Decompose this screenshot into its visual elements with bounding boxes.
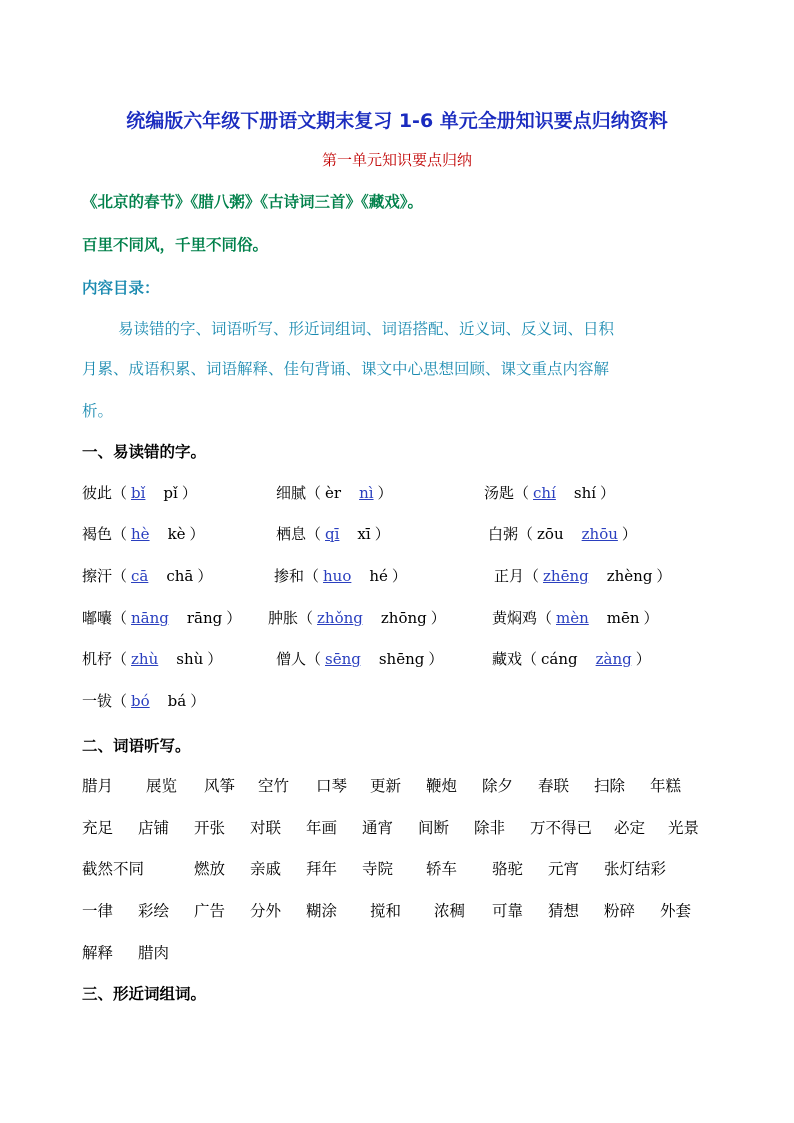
reading-item xyxy=(276,648,443,669)
reading-word: 细腻（ xyxy=(276,484,322,502)
reading-close-paren: ） xyxy=(621,525,637,543)
reading-row xyxy=(0,482,794,506)
reading-close-paren: ） xyxy=(190,692,206,710)
reading-item xyxy=(82,607,241,628)
reading-word: 栖息（ xyxy=(276,525,322,543)
reading-word: 嘟囔（ xyxy=(82,609,128,627)
reading-row xyxy=(0,690,794,714)
pinyin-option: shēng xyxy=(378,650,425,668)
reading-item xyxy=(488,523,637,544)
pinyin-option: shù xyxy=(176,650,204,668)
reading-word: 机杼（ xyxy=(82,650,128,668)
pinyin-option: zōu xyxy=(537,525,564,543)
reading-word: 掺和（ xyxy=(274,567,320,585)
dictation-word: 寺院 xyxy=(362,860,394,878)
reading-close-paren: ） xyxy=(430,609,446,627)
dictation-word: 可靠 xyxy=(492,902,524,920)
pinyin-option: huo xyxy=(323,567,352,585)
pinyin-option: kè xyxy=(167,525,186,543)
reading-close-paren: ） xyxy=(428,650,444,668)
section-heading-similar-words: 三、形近词组词。 xyxy=(82,985,207,1003)
dictation-word: 搅和 xyxy=(370,902,402,920)
dictation-word: 更新 xyxy=(370,777,402,795)
dictation-word: 粉碎 xyxy=(604,902,636,920)
dictation-word: 腊肉 xyxy=(138,944,170,962)
dictation-word: 轿车 xyxy=(426,860,458,878)
reading-word: 汤匙（ xyxy=(484,484,530,502)
section-heading-readings: 一、易读错的字。 xyxy=(82,443,207,461)
pinyin-option: bá xyxy=(167,692,187,710)
reading-close-paren: ） xyxy=(656,567,672,585)
dictation-word: 猜想 xyxy=(548,902,580,920)
pinyin-option: cáng xyxy=(541,650,578,668)
pinyin-option: pǐ xyxy=(163,484,178,502)
dictation-word: 开张 xyxy=(194,819,226,837)
reading-close-paren: ） xyxy=(391,567,407,585)
reading-close-paren: ） xyxy=(374,525,390,543)
pinyin-option: bó xyxy=(131,692,150,710)
dictation-word: 解释 xyxy=(82,944,114,962)
dictation-word: 浓稠 xyxy=(434,902,466,920)
pinyin-option: mèn xyxy=(556,609,589,627)
dictation-word: 拜年 xyxy=(306,860,338,878)
unit-subtitle: 第一单元知识要点归纳 xyxy=(321,151,472,169)
reading-item xyxy=(82,690,205,711)
reading-word: 褐色（ xyxy=(82,525,128,543)
dictation-word: 空竹 xyxy=(258,777,290,795)
reading-close-paren: ） xyxy=(197,567,213,585)
pinyin-option: shí xyxy=(573,484,597,502)
dictation-row xyxy=(0,941,794,965)
reading-close-paren: ） xyxy=(207,650,223,668)
pinyin-option: zhēng xyxy=(543,567,589,585)
reading-item xyxy=(492,607,659,628)
dictation-row xyxy=(0,774,794,798)
pinyin-option: zhù xyxy=(131,650,159,668)
dictation-word: 亲戚 xyxy=(250,860,282,878)
reading-word: 擦汗（ xyxy=(82,567,128,585)
reading-item xyxy=(492,648,651,669)
dictation-word: 年画 xyxy=(306,819,338,837)
reading-word: 正月（ xyxy=(494,567,540,585)
reading-word: 僧人（ xyxy=(276,650,322,668)
dictation-word: 外套 xyxy=(660,902,692,920)
reading-close-paren: ） xyxy=(226,609,242,627)
reading-row xyxy=(0,648,794,672)
dictation-word: 展览 xyxy=(146,777,178,795)
pinyin-option: zhōu xyxy=(581,525,618,543)
dictation-word: 光景 xyxy=(668,819,700,837)
dictation-word: 骆驼 xyxy=(492,860,524,878)
contents-line: 月累、成语积累、词语解释、佳句背诵、课文中心思想回顾、课文重点内容解 xyxy=(82,360,610,378)
dictation-row xyxy=(0,899,794,923)
dictation-row xyxy=(0,857,794,881)
pinyin-option: nāng xyxy=(131,609,169,627)
reading-word: 彼此（ xyxy=(82,484,128,502)
dictation-word: 风筝 xyxy=(204,777,236,795)
pinyin-option: bǐ xyxy=(131,484,146,502)
reading-item xyxy=(484,482,615,503)
contents-line: 析。 xyxy=(82,402,114,420)
dictation-word: 扫除 xyxy=(594,777,626,795)
reading-item xyxy=(82,648,222,669)
reading-item xyxy=(268,607,446,628)
dictation-word: 必定 xyxy=(614,819,646,837)
reading-item xyxy=(276,482,393,503)
dictation-word: 张灯结彩 xyxy=(604,860,667,878)
pinyin-option: zhǒng xyxy=(317,609,363,627)
reading-item xyxy=(82,565,212,586)
dictation-word: 腊月 xyxy=(82,777,114,795)
pinyin-option: zhèng xyxy=(606,567,653,585)
reading-close-paren: ） xyxy=(189,525,205,543)
dictation-word: 广告 xyxy=(194,902,226,920)
pinyin-option: chí xyxy=(533,484,556,502)
dictation-word: 鞭炮 xyxy=(426,777,458,795)
reading-row xyxy=(0,523,794,547)
pinyin-option: rāng xyxy=(186,609,223,627)
pinyin-option: hè xyxy=(131,525,150,543)
contents-line: 易读错的字、词语听写、形近词组词、词语搭配、近义词、反义词、日积 xyxy=(118,320,615,338)
reading-word: 一钹（ xyxy=(82,692,128,710)
dictation-row xyxy=(0,816,794,840)
contents-heading: 内容目录： xyxy=(82,279,160,297)
section-heading-dictation: 二、词语听写。 xyxy=(82,737,191,755)
dictation-word: 元宵 xyxy=(548,860,580,878)
reading-item xyxy=(82,523,205,544)
reading-word: 黄焖鸡（ xyxy=(492,609,553,627)
pinyin-option: mēn xyxy=(606,609,640,627)
dictation-word: 间断 xyxy=(418,819,450,837)
reading-close-paren: ） xyxy=(181,484,197,502)
reading-item xyxy=(276,523,390,544)
pinyin-option: zàng xyxy=(595,650,632,668)
dictation-word: 充足 xyxy=(82,819,114,837)
pinyin-option: hé xyxy=(369,567,388,585)
pinyin-option: zhōng xyxy=(380,609,427,627)
dictation-word: 截然不同 xyxy=(82,860,145,878)
pinyin-option: sēng xyxy=(325,650,361,668)
reading-close-paren: ） xyxy=(643,609,659,627)
document-title: 统编版六年级下册语文期末复习 1-6 单元全册知识要点归纳资料 xyxy=(126,110,668,132)
dictation-word: 店铺 xyxy=(138,819,170,837)
dictation-word: 燃放 xyxy=(194,860,226,878)
reading-close-paren: ） xyxy=(377,484,393,502)
reading-word: 肿胀（ xyxy=(268,609,314,627)
dictation-word: 一律 xyxy=(82,902,114,920)
proverb-line: 百里不同风，千里不同俗。 xyxy=(82,236,269,254)
pinyin-option: nì xyxy=(359,484,374,502)
reading-item xyxy=(82,482,197,503)
pinyin-option: cā xyxy=(131,567,149,585)
reading-close-paren: ） xyxy=(600,484,616,502)
pinyin-option: chā xyxy=(166,567,194,585)
dictation-word: 除夕 xyxy=(482,777,514,795)
lessons-line: 《北京的春节》《腊八粥》《古诗词三首》《藏戏》。 xyxy=(82,193,424,211)
dictation-word: 分外 xyxy=(250,902,282,920)
reading-row xyxy=(0,607,794,631)
pinyin-option: xī xyxy=(357,525,371,543)
dictation-word: 彩绘 xyxy=(138,902,170,920)
dictation-word: 除非 xyxy=(474,819,506,837)
reading-word: 白粥（ xyxy=(488,525,534,543)
dictation-word: 糊涂 xyxy=(306,902,338,920)
pinyin-option: èr xyxy=(325,484,342,502)
dictation-word: 年糕 xyxy=(650,777,682,795)
reading-word: 藏戏（ xyxy=(492,650,538,668)
dictation-word: 口琴 xyxy=(316,777,348,795)
dictation-word: 通宵 xyxy=(362,819,394,837)
reading-item xyxy=(274,565,407,586)
dictation-word: 春联 xyxy=(538,777,570,795)
reading-close-paren: ） xyxy=(635,650,651,668)
reading-row xyxy=(0,565,794,589)
dictation-word: 对联 xyxy=(250,819,282,837)
dictation-word: 万不得已 xyxy=(530,819,593,837)
reading-item xyxy=(494,565,671,586)
pinyin-option: qī xyxy=(325,525,340,543)
